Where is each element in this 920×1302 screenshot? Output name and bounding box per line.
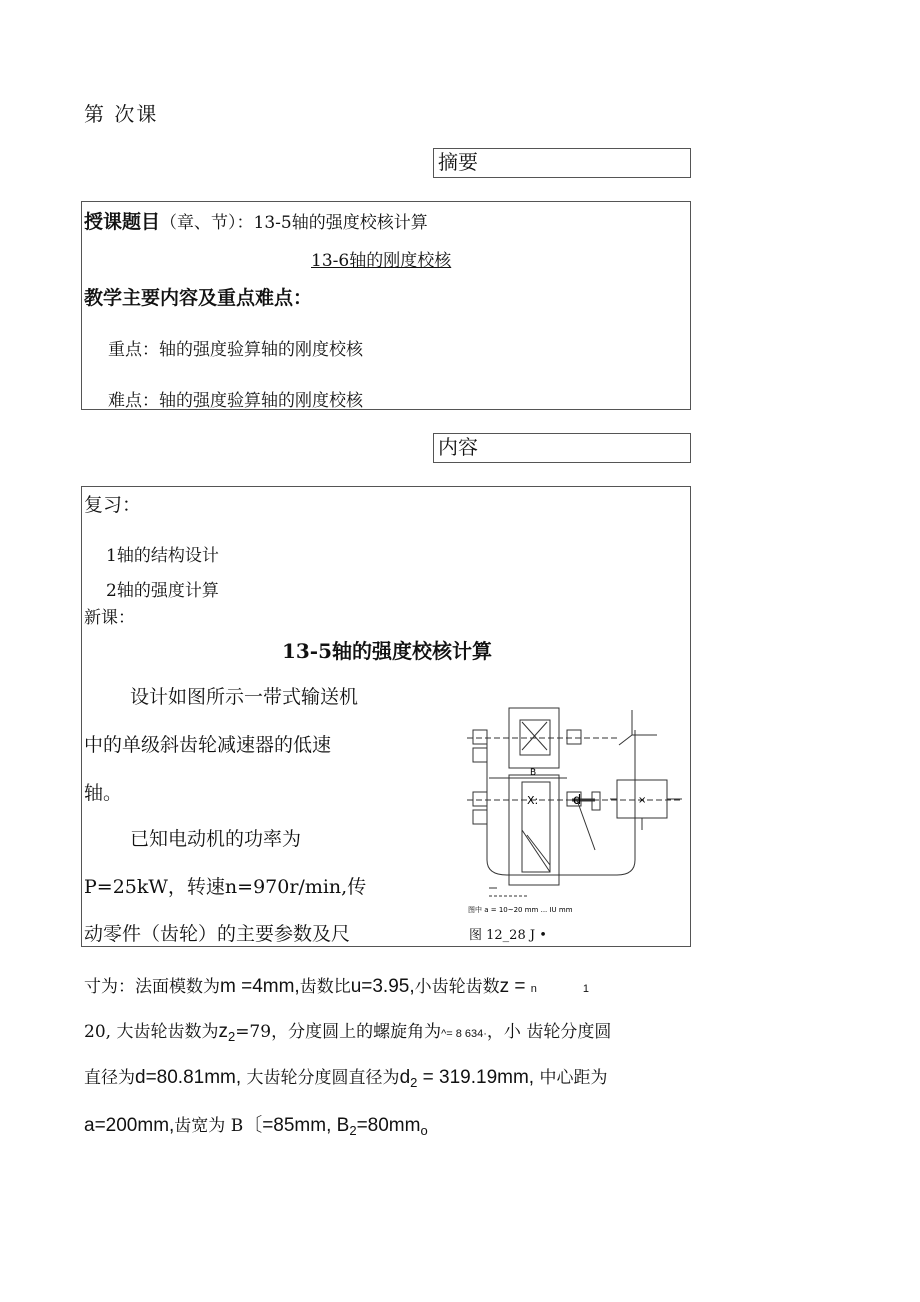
content-tag-label: 内容 bbox=[438, 435, 478, 459]
para-line: 动零件（齿轮）的主要参数及尺 bbox=[84, 923, 351, 945]
text-run: =80.81mm, bbox=[145, 1067, 242, 1088]
after-line-3 bbox=[84, 1063, 607, 1090]
new-lesson-label: 新课： bbox=[84, 608, 135, 628]
figure-label-d: d bbox=[573, 793, 582, 808]
summary-tag bbox=[433, 148, 691, 178]
para-line: 中的单级斜齿轮减速器的低速 bbox=[84, 734, 332, 756]
text-run: ，小 齿轮分度圆 bbox=[486, 1022, 612, 1042]
summary-frame bbox=[81, 201, 691, 410]
text-run: a=200mm, bbox=[84, 1115, 175, 1136]
text-run: 直径为 bbox=[84, 1068, 135, 1088]
text-run: 小齿轮齿数 bbox=[414, 977, 500, 997]
topic-label: 授课题目 bbox=[84, 211, 161, 233]
text-run: 寸为：法面模数为 bbox=[84, 977, 220, 997]
text-run: ^= 8 634· bbox=[441, 1028, 487, 1040]
section-title: 13-5轴的强度校核计算 bbox=[281, 639, 493, 663]
text-run: d bbox=[135, 1067, 146, 1088]
after-line-1 bbox=[84, 972, 589, 998]
text-run: 齿宽为 B bbox=[174, 1116, 244, 1136]
difficult-points: 难点：轴的强度验算轴的刚度校核 bbox=[108, 391, 363, 411]
topic-paren: （章、节）： bbox=[160, 213, 254, 233]
para-line: 轴。 bbox=[84, 782, 123, 804]
after-line-4 bbox=[84, 1110, 428, 1138]
text-run: 2 bbox=[410, 1075, 418, 1090]
text-run: 1 bbox=[582, 983, 590, 995]
figure-label-motor: × bbox=[638, 795, 647, 806]
text-run: 大齿轮分度圆直径为 bbox=[241, 1068, 400, 1088]
text-run: d bbox=[399, 1067, 411, 1088]
topic-line2: 13-6轴的刚度校核 bbox=[311, 251, 452, 271]
para-line: 设计如图所示一带式输送机 bbox=[130, 686, 359, 708]
after-line-2 bbox=[84, 1017, 611, 1044]
text-run: 20, 大齿轮齿数为 bbox=[84, 1022, 219, 1042]
text-run: =79，分度圆上的螺旋角为 bbox=[235, 1022, 442, 1042]
summary-tag-label: 摘要 bbox=[438, 150, 478, 174]
figure-label-x: X: bbox=[527, 794, 539, 807]
content-frame bbox=[81, 486, 691, 947]
key-points: 重点：轴的强度验算轴的刚度校核 bbox=[108, 340, 363, 360]
text-run: n bbox=[530, 983, 537, 995]
text-run: z bbox=[218, 1021, 228, 1042]
text-run: 中心距为 bbox=[534, 1068, 608, 1088]
text-run: m =4mm, bbox=[220, 976, 300, 997]
text-run: u=3.95, bbox=[350, 976, 415, 997]
review-item: 1轴的结构设计 bbox=[106, 546, 219, 566]
figure-caption: 图 12_28 J • bbox=[469, 928, 547, 943]
figure-label-b: B bbox=[530, 768, 537, 778]
topic-row bbox=[84, 207, 428, 234]
para-line: P=25kW，转速n=970r/min,传 bbox=[84, 876, 367, 898]
review-label: 复习： bbox=[84, 494, 142, 516]
text-run: =80mm bbox=[356, 1115, 421, 1136]
review-item: 2轴的强度计算 bbox=[106, 581, 219, 601]
text-run: = 319.19mm, bbox=[417, 1067, 535, 1088]
figure-note: 图中 a = 10~20 mm ... IU mm bbox=[468, 906, 573, 914]
text-run: 〔=85mm, B bbox=[243, 1115, 350, 1136]
content-label: 教学主要内容及重点难点： bbox=[84, 287, 313, 309]
text-run: 齿数比 bbox=[299, 977, 351, 997]
text-run: 2 bbox=[227, 1029, 236, 1044]
gear-reducer-figure bbox=[467, 700, 689, 918]
content-tag bbox=[433, 433, 691, 463]
lesson-number-label: 第 次课 bbox=[84, 102, 159, 126]
text-run: o bbox=[420, 1123, 428, 1138]
para-line: 已知电动机的功率为 bbox=[130, 828, 302, 850]
text-run: 2 bbox=[349, 1123, 357, 1138]
text-run: z = bbox=[499, 976, 531, 997]
topic-line1: 13-5轴的强度校核计算 bbox=[253, 213, 428, 233]
